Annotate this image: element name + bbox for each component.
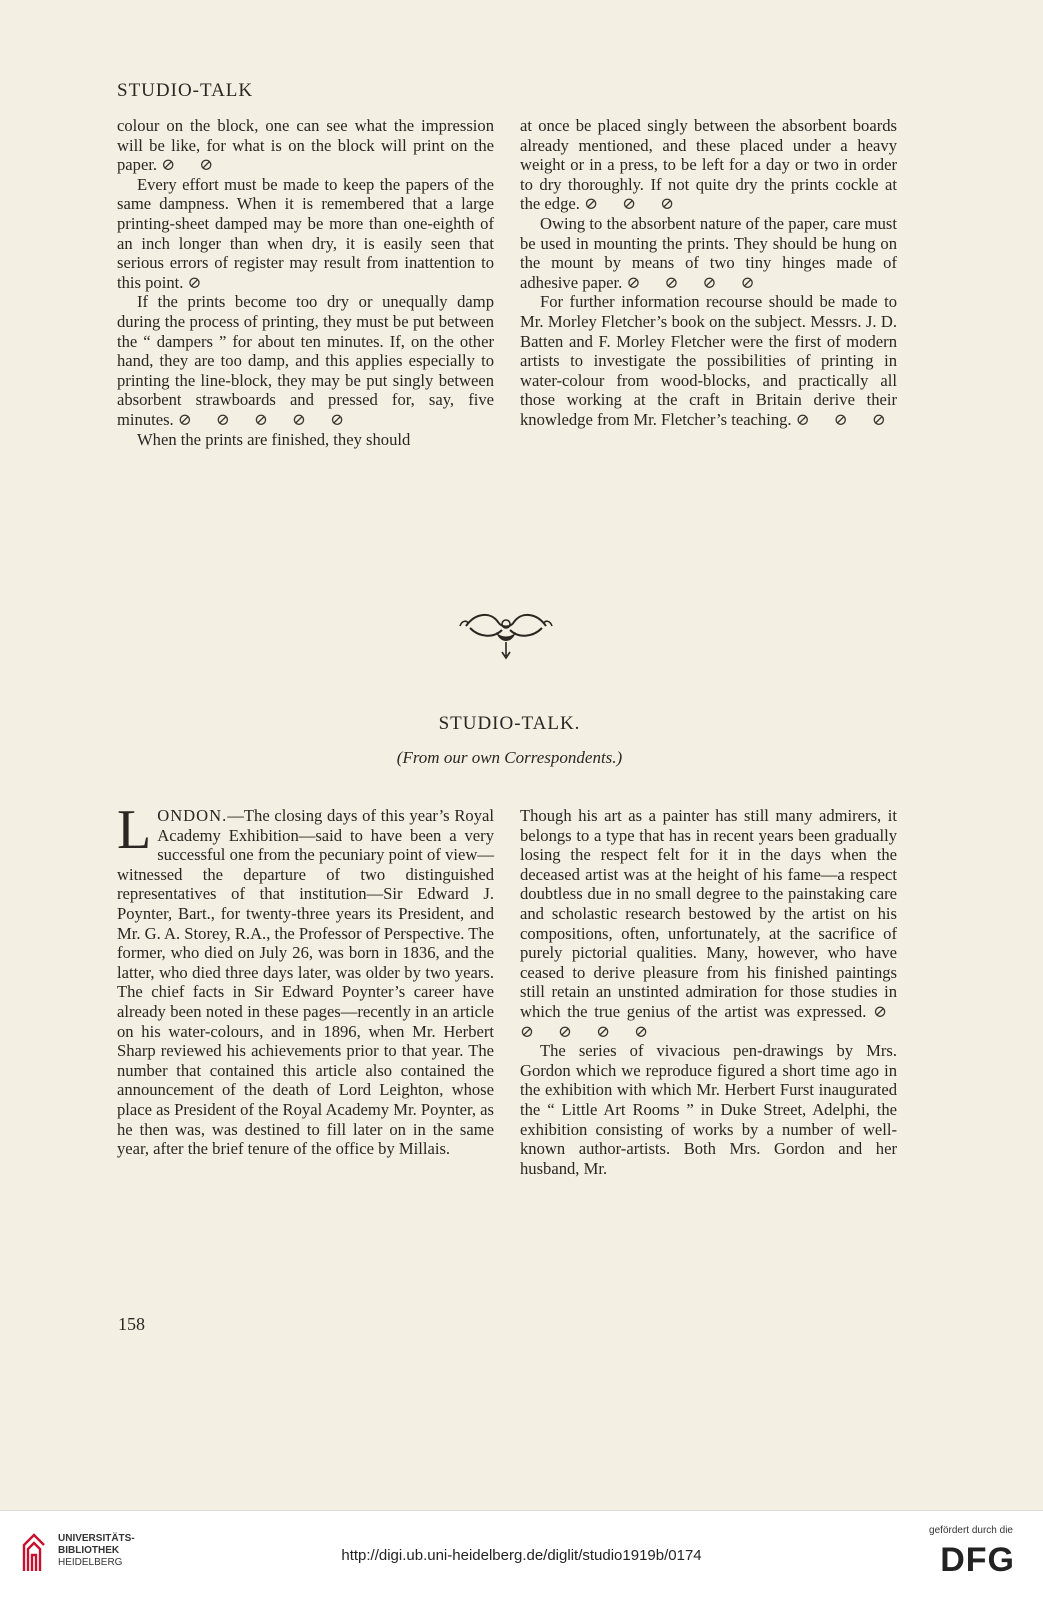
- leaf-ornament-icon: ⊘ ⊘ ⊘: [584, 194, 685, 214]
- paragraph: Owing to the absorbent nature of the paper, care must be used in mounting the prints. They should be hung on the mount by means of two tiny hinges made of adhesive paper. ⊘ ⊘ ⊘ ⊘: [520, 213, 897, 292]
- leaf-ornament-icon: ⊘ ⊘ ⊘ ⊘ ⊘: [520, 1001, 898, 1041]
- leaf-ornament-icon: ⊘ ⊘ ⊘ ⊘: [626, 272, 765, 292]
- permalink-url[interactable]: http://digi.ub.uni-heidelberg.de/diglit/studio1919b/0174: [341, 1547, 702, 1564]
- lead-word: ONDON.: [157, 806, 228, 825]
- column-3: [117, 799, 494, 1159]
- funding-caption: gefördert durch die: [929, 1525, 1013, 1536]
- column-1: [117, 116, 494, 449]
- paragraph: If the prints become too dry or unequally damp during the process of printing, they must be put between the “ dampers ” for about ten minutes. If, on the other hand, they are too damp, and this applies especially to printing the line-block, they may be put singly between absorbent strawboards and pressed for, say, five minutes. ⊘ ⊘ ⊘ ⊘ ⊘: [117, 292, 494, 429]
- paragraph: The series of vivacious pen-drawings by Mrs. Gordon which we reproduce figured a short time ago in the exhibition with which Mr. Herbert Furst inaugurated the “ Little Art Rooms ” in Duke Street, Adelphi, the exhibition consisting of works by a number of well-known author-artists. Both Mrs. Gordon and her husband, Mr.: [520, 1041, 897, 1178]
- running-head: STUDIO-TALK: [117, 80, 254, 101]
- dfg-logo: DFG: [940, 1541, 1015, 1579]
- decorative-ornament-icon: [456, 604, 556, 664]
- drop-cap: L: [117, 799, 152, 861]
- column-4: [520, 806, 897, 1178]
- leaf-ornament-icon: ⊘ ⊘ ⊘ ⊘ ⊘: [177, 409, 354, 429]
- paragraph: Though his art as a painter has still many admirers, it belongs to a type that has in recent years been gradually losing the respect felt for it in the days when the deceased artist was at the height of his fame—a respect doubtless due in no small degree to the painstaking care and scholastic research bestowed by the artist on his compositions, often, unfortunately, at the sacrifice of purely pictorial qualities. Many, however, who have ceased to derive pleasure from his finished paintings still retain an unstinted admiration for those studies in which the true genius of the artist was expressed. ⊘ ⊘ ⊘ ⊘ ⊘: [520, 806, 898, 1041]
- paragraph: LONDON.—The closing days of this year’s Royal Academy Exhibition—said to have been a very successful one from the pecuniary point of view—witnessed the departure of two distinguished representatives of that institution—Sir Edward J. Poynter, Bart., for twenty-three years its President, and Mr. G. A. Storey, R.A., the Professor of Perspective. The former, who died on July 26, was born in 1836, and the latter, who died three days later, was older by two years. The chief facts in Sir Edward Poynter’s career have already been noted in these pages—recently in an article on his water-colours, and in 1896, when Mr. Herbert Sharp reviewed his achievements prior to that year. The number that contained this article also contained the announcement of the death of Lord Leighton, whose place as President of the Royal Academy Mr. Poynter, as he then was, was destined to fill later on in the same year, after the brief tenure of the office by Millais.: [117, 799, 494, 1159]
- leaf-ornament-icon: ⊘: [187, 272, 212, 292]
- paragraph: For further information recourse should be made to Mr. Morley Fletcher’s book on the subject. Messrs. J. D. Batten and F. Morley Fletcher were the first of modern artists to investigate the possibilities of printing in water-colour from wood-blocks, and practically all those working at the craft in Britain derive their knowledge from Mr. Fletcher’s teaching. ⊘ ⊘ ⊘: [520, 292, 897, 429]
- paragraph: at once be placed singly between the absorbent boards already mentioned, and these placed under a heavy weight or in a press, to be left for a day or two in order to dry thoroughly. If not quite dry the prints cockle at the edge. ⊘ ⊘ ⊘: [520, 116, 897, 214]
- page-number: 158: [118, 1314, 145, 1334]
- section-title: STUDIO-TALK.: [438, 713, 581, 734]
- section-subtitle: (From our own Correspondents.): [396, 748, 623, 767]
- leaf-ornament-icon: ⊘ ⊘ ⊘: [795, 409, 896, 429]
- viewer-footer: [0, 1510, 1043, 1599]
- paragraph: Every effort must be made to keep the papers of the same dampness. When it is remembered that a large printing-sheet damped may be more than one-eighth of an inch longer than when dry, it is easily seen that serious errors of register may result from inattention to this point. ⊘: [117, 174, 494, 292]
- leaf-ornament-icon: ⊘ ⊘: [161, 155, 224, 175]
- column-2: [520, 116, 897, 430]
- library-name: UNIVERSITÄTS- BIBLIOTHEK HEIDELBERG: [58, 1533, 135, 1568]
- paragraph: colour on the block, one can see what the impression will be like, for what is on the block will print on the paper. ⊘ ⊘: [117, 116, 494, 175]
- paragraph: When the prints are finished, they should: [137, 429, 411, 449]
